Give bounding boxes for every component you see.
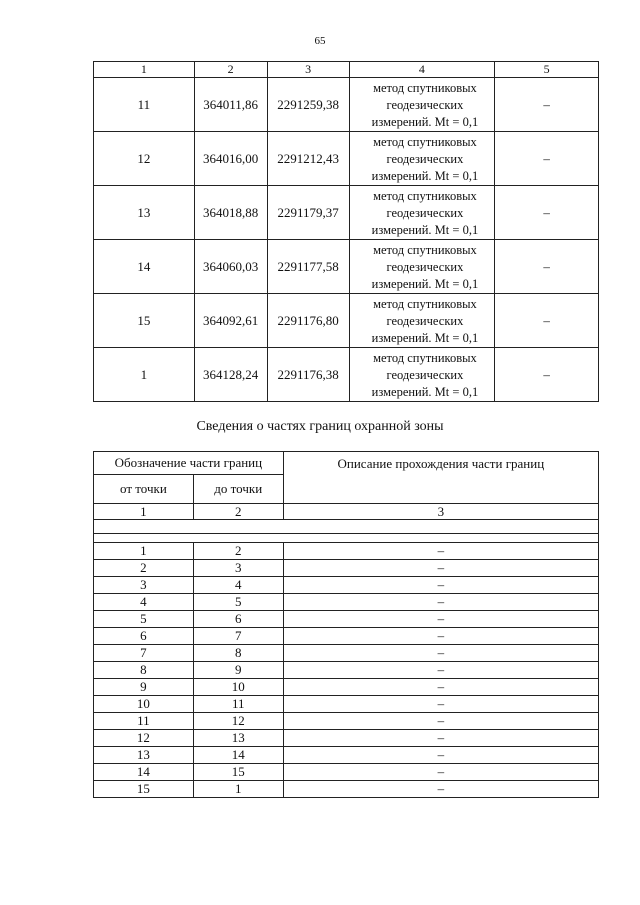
to-point-cell: 15 — [193, 764, 283, 781]
method-cell — [349, 132, 495, 186]
note-cell: – — [495, 294, 599, 348]
description-cell: – — [283, 543, 598, 560]
method-cell — [349, 78, 495, 132]
coordinates-row — [94, 240, 599, 294]
description-cell: – — [283, 594, 598, 611]
to-point-cell: 14 — [193, 747, 283, 764]
boundary-part-row — [94, 577, 599, 594]
description-cell: – — [283, 628, 598, 645]
description-cell: – — [283, 662, 598, 679]
from-point-cell: 10 — [94, 696, 194, 713]
note-cell: – — [495, 348, 599, 402]
x-coordinate-cell: 364018,88 — [194, 186, 267, 240]
from-point-cell: 3 — [94, 577, 194, 594]
y-coordinate-cell: 2291259,38 — [267, 78, 349, 132]
method-line: метод спутниковых — [373, 350, 477, 365]
section-title: Сведения о частях границ охранной зоны — [196, 419, 444, 434]
point-number-cell: 12 — [94, 132, 195, 186]
method-line: измерений. Mt = 0,1 — [371, 276, 479, 291]
boundary-part-row — [94, 730, 599, 747]
empty-cell — [94, 520, 599, 534]
to-point-cell: 13 — [193, 730, 283, 747]
boundary-part-row — [94, 560, 599, 577]
y-coordinate-cell: 2291176,80 — [267, 294, 349, 348]
empty-row — [94, 520, 599, 534]
coordinates-table — [93, 61, 599, 402]
method-cell — [349, 186, 495, 240]
to-point-cell: 6 — [193, 611, 283, 628]
from-point-cell: 1 — [94, 543, 194, 560]
y-coordinate-cell: 2291177,58 — [267, 240, 349, 294]
description-cell: – — [283, 747, 598, 764]
coordinates-row — [94, 294, 599, 348]
boundary-part-row — [94, 628, 599, 645]
column-number: 4 — [349, 62, 495, 78]
to-point-cell: 8 — [193, 645, 283, 662]
method-line: измерений. Mt = 0,1 — [371, 114, 479, 129]
boundary-part-row — [94, 611, 599, 628]
description-cell: – — [283, 696, 598, 713]
to-point-cell: 12 — [193, 713, 283, 730]
column-number: 5 — [495, 62, 599, 78]
page-number: 65 — [314, 35, 326, 47]
to-point-cell: 3 — [193, 560, 283, 577]
from-point-cell: 2 — [94, 560, 194, 577]
boundary-part-row — [94, 764, 599, 781]
y-coordinate-cell: 2291176,38 — [267, 348, 349, 402]
parts-header-row — [94, 452, 599, 475]
from-point-cell: 5 — [94, 611, 194, 628]
note-cell: – — [495, 240, 599, 294]
method-line: метод спутниковых — [373, 188, 477, 203]
column-number: 2 — [194, 62, 267, 78]
point-number-cell: 15 — [94, 294, 195, 348]
method-line: метод спутниковых — [373, 296, 477, 311]
method-line: измерений. Mt = 0,1 — [371, 168, 479, 183]
description-cell: – — [283, 730, 598, 747]
parts-column-numbers-row — [94, 504, 599, 520]
column-number: 1 — [94, 62, 195, 78]
method-line: геодезических — [386, 97, 464, 112]
description-cell: – — [283, 645, 598, 662]
to-point-cell: 5 — [193, 594, 283, 611]
method-line: измерений. Mt = 0,1 — [371, 384, 479, 399]
method-cell — [349, 240, 495, 294]
part-description-header: Описание прохождения части границ — [283, 452, 598, 504]
method-line: метод спутниковых — [373, 80, 477, 95]
note-cell: – — [495, 186, 599, 240]
note-cell: – — [495, 78, 599, 132]
to-point-cell: 2 — [193, 543, 283, 560]
boundary-part-row — [94, 713, 599, 730]
from-point-cell: 15 — [94, 781, 194, 798]
boundary-part-row — [94, 645, 599, 662]
from-point-cell: 8 — [94, 662, 194, 679]
boundary-part-row — [94, 679, 599, 696]
method-line: геодезических — [386, 367, 464, 382]
from-point-cell: 11 — [94, 713, 194, 730]
column-number: 1 — [94, 504, 194, 520]
to-point-cell: 7 — [193, 628, 283, 645]
description-cell: – — [283, 713, 598, 730]
method-line: измерений. Mt = 0,1 — [371, 330, 479, 345]
x-coordinate-cell: 364011,86 — [194, 78, 267, 132]
method-cell — [349, 348, 495, 402]
method-line: измерений. Mt = 0,1 — [371, 222, 479, 237]
part-designation-header: Обозначение части границ — [94, 452, 284, 475]
column-number: 3 — [267, 62, 349, 78]
description-cell: – — [283, 560, 598, 577]
boundary-parts-table — [93, 451, 599, 798]
method-line: метод спутниковых — [373, 242, 477, 257]
from-point-header: от точки — [94, 475, 194, 504]
to-point-cell: 4 — [193, 577, 283, 594]
from-point-cell: 6 — [94, 628, 194, 645]
x-coordinate-cell: 364060,03 — [194, 240, 267, 294]
x-coordinate-cell: 364128,24 — [194, 348, 267, 402]
boundary-part-row — [94, 594, 599, 611]
x-coordinate-cell: 364016,00 — [194, 132, 267, 186]
boundary-part-row — [94, 747, 599, 764]
from-point-cell: 12 — [94, 730, 194, 747]
point-number-cell: 14 — [94, 240, 195, 294]
from-point-cell: 14 — [94, 764, 194, 781]
description-cell: – — [283, 577, 598, 594]
to-point-cell: 9 — [193, 662, 283, 679]
to-point-cell: 10 — [193, 679, 283, 696]
from-point-cell: 4 — [94, 594, 194, 611]
column-number: 2 — [193, 504, 283, 520]
method-line: метод спутниковых — [373, 134, 477, 149]
to-point-cell: 1 — [193, 781, 283, 798]
description-cell: – — [283, 679, 598, 696]
coordinates-row — [94, 348, 599, 402]
from-point-cell: 7 — [94, 645, 194, 662]
point-number-cell: 11 — [94, 78, 195, 132]
from-point-cell: 9 — [94, 679, 194, 696]
coordinates-row — [94, 186, 599, 240]
y-coordinate-cell: 2291179,37 — [267, 186, 349, 240]
to-point-header: до точки — [193, 475, 283, 504]
point-number-cell: 1 — [94, 348, 195, 402]
empty-cell — [94, 534, 599, 543]
boundary-part-row — [94, 662, 599, 679]
description-cell: – — [283, 781, 598, 798]
method-line: геодезических — [386, 151, 464, 166]
coordinates-header-row — [94, 62, 599, 78]
x-coordinate-cell: 364092,61 — [194, 294, 267, 348]
description-cell: – — [283, 764, 598, 781]
note-cell: – — [495, 132, 599, 186]
to-point-cell: 11 — [193, 696, 283, 713]
method-cell — [349, 294, 495, 348]
boundary-part-row — [94, 543, 599, 560]
method-line: геодезических — [386, 259, 464, 274]
coordinates-row — [94, 78, 599, 132]
description-cell: – — [283, 611, 598, 628]
from-point-cell: 13 — [94, 747, 194, 764]
column-number: 3 — [283, 504, 598, 520]
method-line: геодезических — [386, 205, 464, 220]
y-coordinate-cell: 2291212,43 — [267, 132, 349, 186]
boundary-part-row — [94, 696, 599, 713]
point-number-cell: 13 — [94, 186, 195, 240]
coordinates-row — [94, 132, 599, 186]
empty-row — [94, 534, 599, 543]
boundary-part-row — [94, 781, 599, 798]
method-line: геодезических — [386, 313, 464, 328]
